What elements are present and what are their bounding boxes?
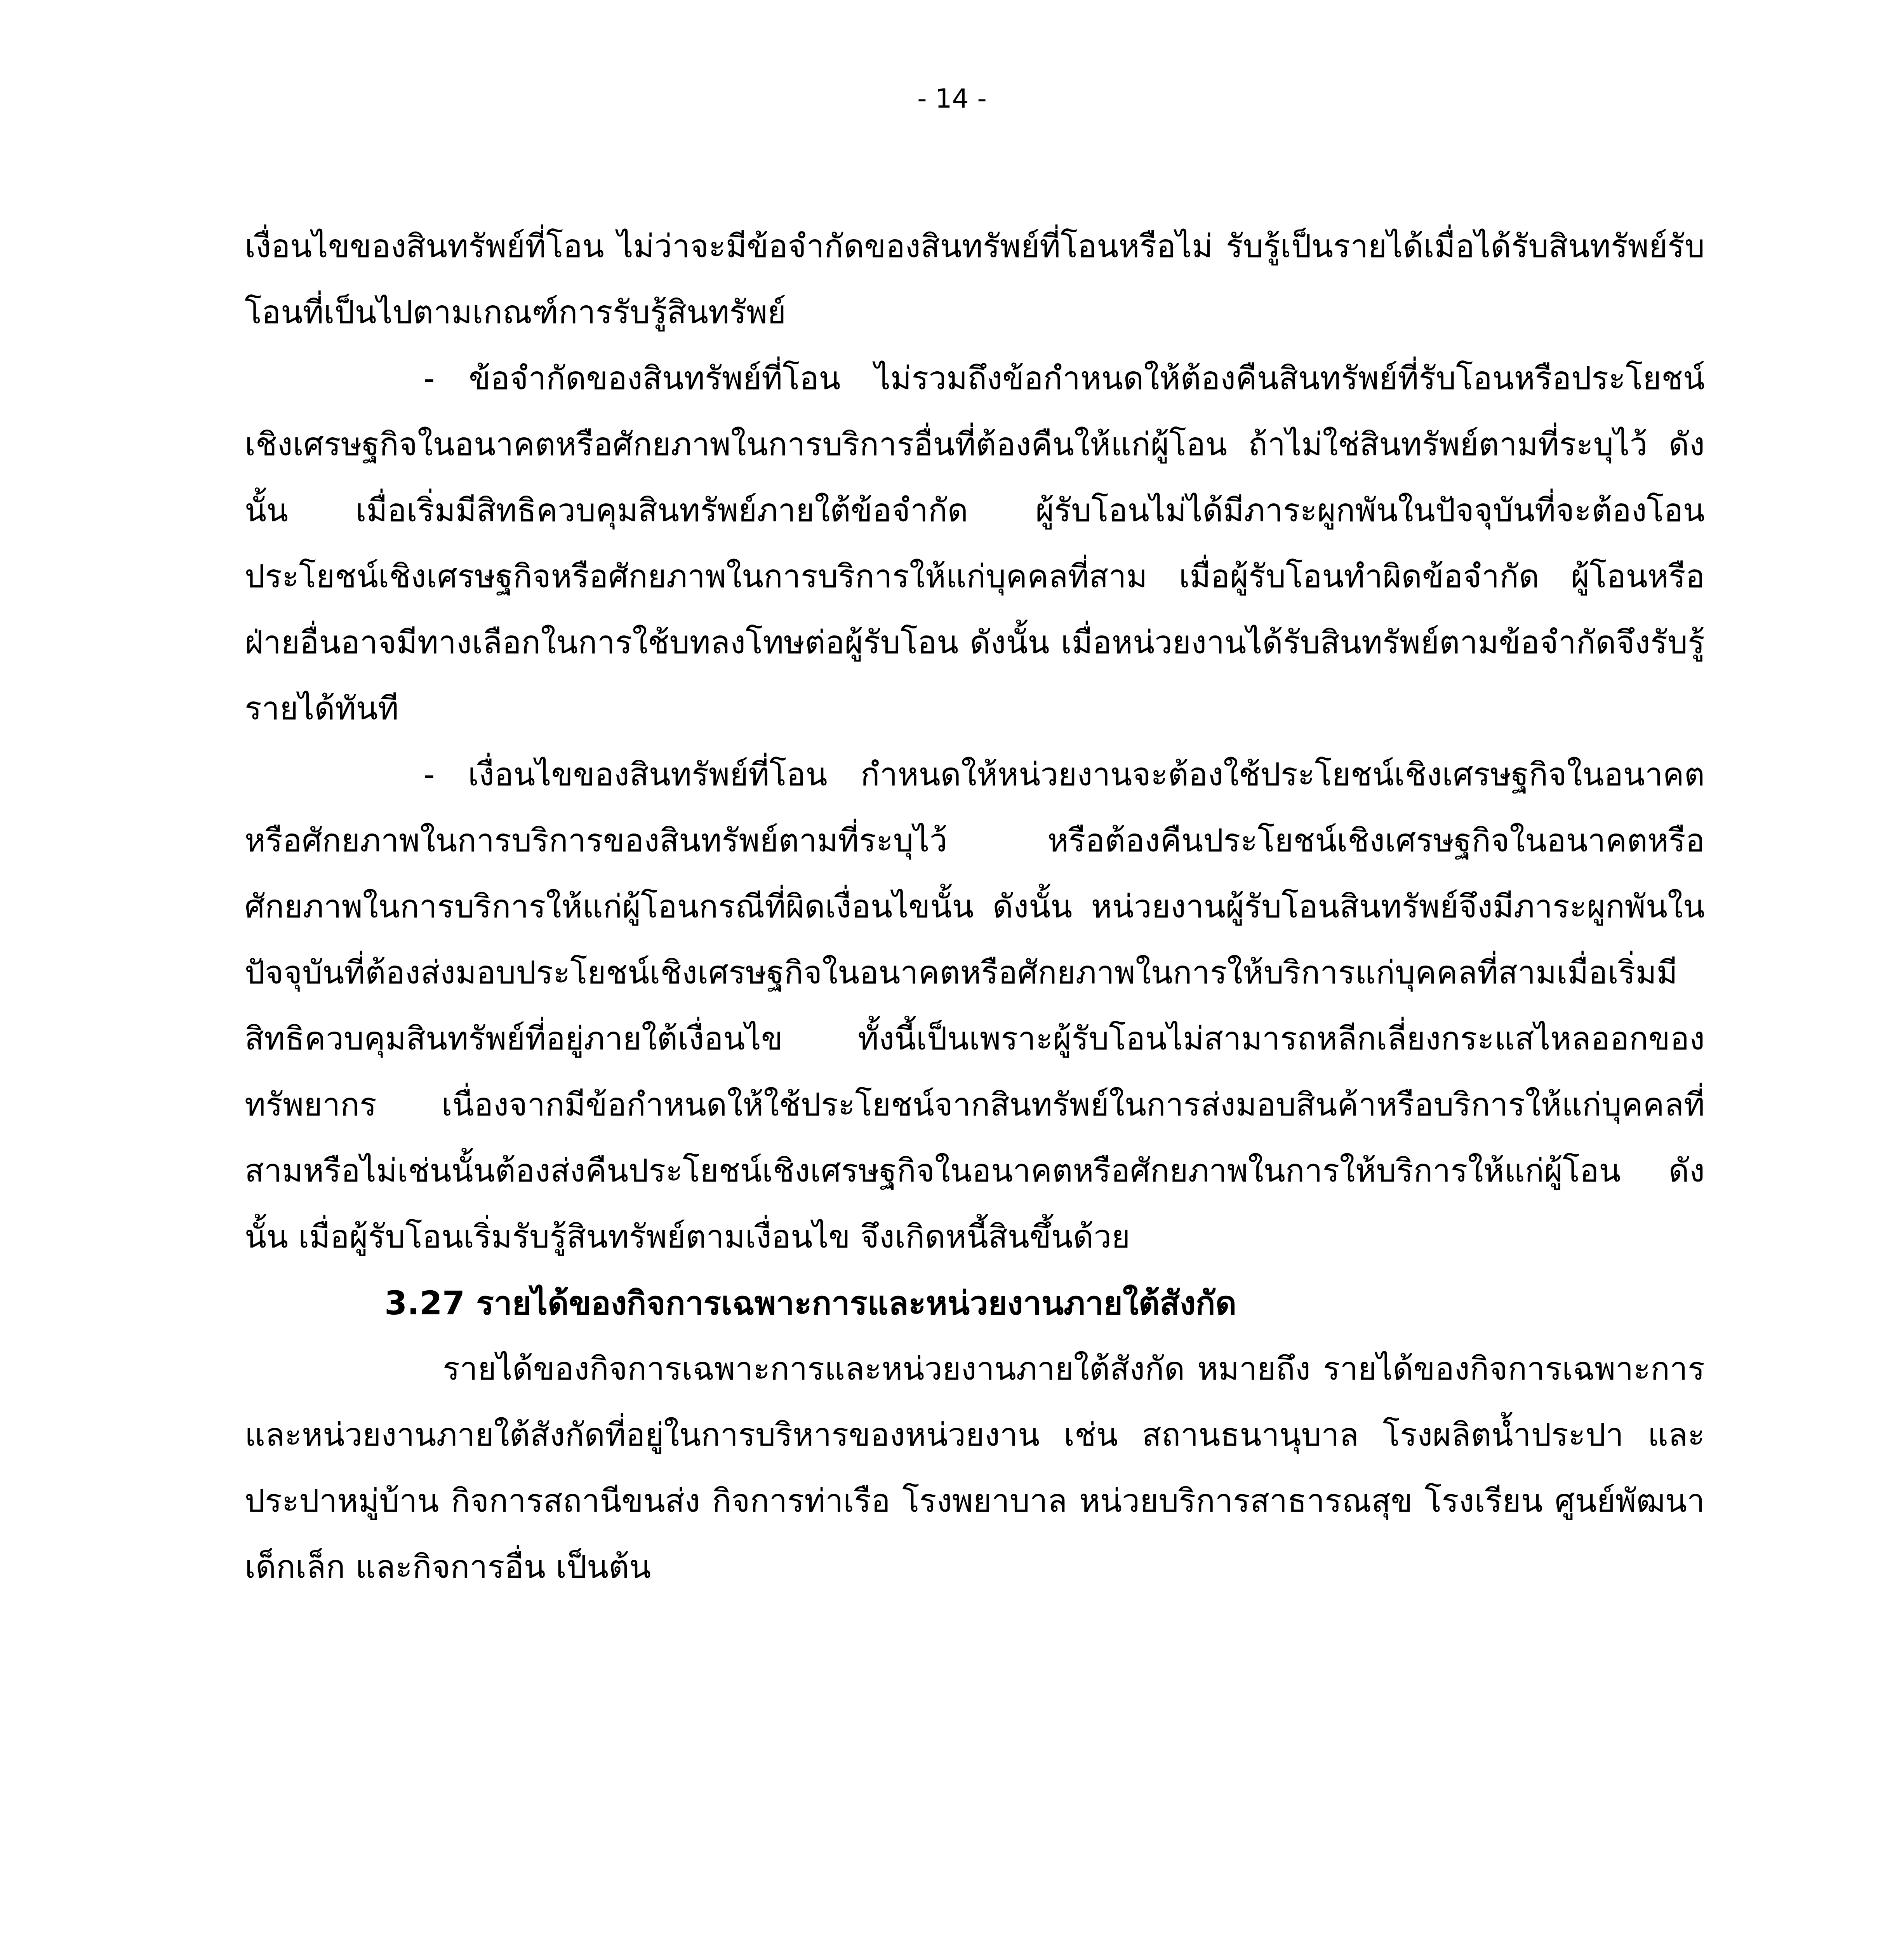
condition-paragraph: - เงื่อนไขของสินทรัพย์ที่โอน กำหนดให้หน่วยงานจะต้องใช้ประโยชน์เชิงเศรษฐกิจในอนาคตหรือศักยภาพในการบริการของสินทรัพย์ตามที่ระบุไว้ หรือต้องคืนประโยชน์เชิงเศรษฐกิจในอนาคตหรือศักยภาพในการบริการให้แก่ผู้โอนกรณีที่ผิดเงื่อนไขนั้น ดังนั้น หน่วยงานผู้รับโอนสินทรัพย์จึงมีภาระผูกพันในปัจจุบันที่ต้องส่งมอบประโยชน์เชิงเศรษฐกิจในอนาคตหรือศักยภาพในการให้บริการแก่บุคคลที่สามเมื่อเริ่มมีสิทธิควบคุมสินทรัพย์ที่อยู่ภายใต้เงื่อนไข ทั้งนี้เป็นเพราะผู้รับโอนไม่สามารถหลีกเลี่ยงกระแสไหลออกของทรัพยากร เนื่องจากมีข้อกำหนดให้ใช้ประโยชน์จากสินทรัพย์ในการส่งมอบสินค้าหรือบริการให้แก่บุคคลที่สามหรือไม่เช่นนั้นต้องส่งคืนประโยชน์เชิงเศรษฐกิจในอนาคตหรือศักยภาพในการให้บริการให้แก่ผู้โอน ดังนั้น เมื่อผู้รับโอนเริ่มรับรู้สินทรัพย์ตามเงื่อนไข จึงเกิดหนี้สินขึ้นด้วย xyxy=(245,756,1705,1255)
intro-paragraph: เงื่อนไขของสินทรัพย์ที่โอน ไม่ว่าจะมีข้อจำกัดของสินทรัพย์ที่โอนหรือไม่ รับรู้เป็นรายได้เมื่อได้รับสินทรัพย์รับโอนที่เป็นไปตามเกณฑ์การรับรู้สินทรัพย์ xyxy=(245,228,1705,331)
document-body xyxy=(245,214,1705,1600)
section-heading: 3.27 รายได้ของกิจการเฉพาะการและหน่วยงานภายใต้สังกัด xyxy=(384,1284,1237,1322)
restriction-paragraph: - ข้อจำกัดของสินทรัพย์ที่โอน ไม่รวมถึงข้อกำหนดให้ต้องคืนสินทรัพย์ที่รับโอนหรือประโยชน์เชิงเศรษฐกิจในอนาคตหรือศักยภาพในการบริการอื่นที่ต้องคืนให้แก่ผู้โอน ถ้าไม่ใช่สินทรัพย์ตามที่ระบุไว้ ดังนั้น เมื่อเริ่มมีสิทธิควบคุมสินทรัพย์ภายใต้ข้อจำกัด ผู้รับโอนไม่ได้มีภาระผูกพันในปัจจุบันที่จะต้องโอนประโยชน์เชิงเศรษฐกิจหรือศักยภาพในการบริการให้แก่บุคคลที่สาม เมื่อผู้รับโอนทำผิดข้อจำกัด ผู้โอนหรือฝ่ายอื่นอาจมีทางเลือกในการใช้บทลงโทษต่อผู้รับโอน ดังนั้น เมื่อหน่วยงานได้รับสินทรัพย์ตามข้อจำกัดจึงรับรู้รายได้ทันที xyxy=(245,360,1705,727)
section-paragraph: รายได้ของกิจการเฉพาะการและหน่วยงานภายใต้สังกัด หมายถึง รายได้ของกิจการเฉพาะการและหน่วยงานภายใต้สังกัดที่อยู่ในการบริหารของหน่วยงาน เช่น สถานธนานุบาล โรงผลิตน้ำประปา และประปาหมู่บ้าน กิจการสถานีขนส่ง กิจการท่าเรือ โรงพยาบาล หน่วยบริการสาธารณสุข โรงเรียน ศูนย์พัฒนาเด็กเล็ก และกิจการอื่น เป็นต้น xyxy=(245,1350,1705,1585)
page-number: - 14 - xyxy=(917,84,987,114)
